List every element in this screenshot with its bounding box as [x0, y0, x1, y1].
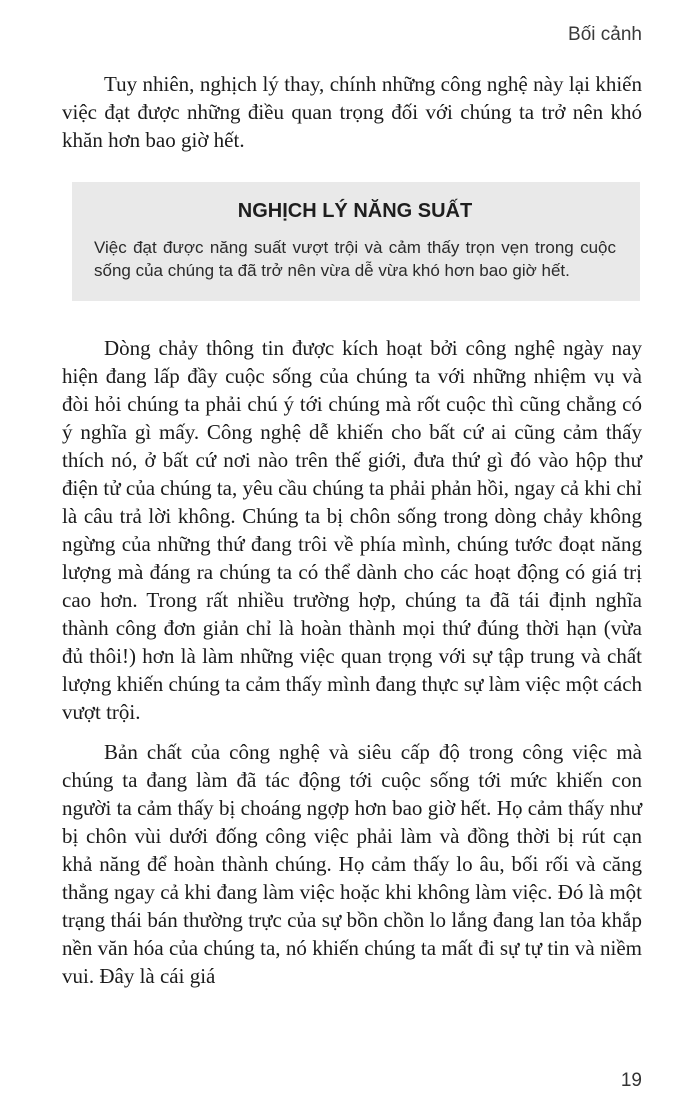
productivity-paradox-callout	[72, 182, 640, 301]
callout-title: NGHỊCH LÝ NĂNG SUẤT	[237, 200, 473, 222]
running-header: Bối cảnh	[568, 24, 642, 45]
callout-body-text: Việc đạt được năng suất vượt trội và cảm thấy trọn vẹn trong cuộc sống của chúng ta đã trở nên vừa dễ vừa khó hơn bao giờ hết.	[94, 238, 616, 280]
page-number: 19	[620, 1070, 642, 1091]
paragraph-information-flow: Dòng chảy thông tin được kích hoạt bởi công nghệ ngày nay hiện đang lấp đầy cuộc sống của chúng ta với những nhiệm vụ và đòi hỏi chúng ta phải chú ý tới chúng mà rốt cuộc thì cũng chẳng có ý nghĩa gì mấy. Công nghệ dễ khiến cho bất cứ ai cũng cảm thấy thích nó, ở bất cứ nơi nào trên thế giới, đưa thứ gì đó vào hộp thư điện tử của chúng ta, yêu cầu chúng ta phải phản hồi, ngay cả khi chỉ là câu trả lời không. Chúng ta bị chôn sống trong dòng chảy không ngừng của những thứ đang trôi về phía mình, chúng tước đoạt năng lượng mà đáng ra chúng ta có thể dành cho các hoạt động có giá trị cao hơn. Trong rất nhiều trường hợp, chúng ta đã tái định nghĩa thành công đơn giản chỉ là hoàn thành mọi thứ đúng thời hạn (vừa đủ thôi!) hơn là làm những việc quan trọng với sự tập trung và chất lượng khiến chúng ta cảm thấy mình đang thực sự làm việc một cách vượt trội.	[62, 336, 643, 724]
paragraph-intro: Tuy nhiên, nghịch lý thay, chính những công nghệ này lại khiến việc đạt được những điều quan trọng đối với chúng ta trở nên khó khăn hơn bao giờ hết.	[62, 72, 642, 152]
paragraph-technology-nature: Bản chất của công nghệ và siêu cấp độ trong công việc mà chúng ta đang làm đã tác động tới cuộc sống tới mức khiến con người ta cảm thấy bị choáng ngợp hơn bao giờ hết. Họ cảm thấy như bị chôn vùi dưới đống công việc phải làm và đồng thời bị rút cạn khả năng để hoàn thành chúng. Họ cảm thấy lo âu, bối rối và căng thẳng ngay cả khi đang làm việc hoặc khi không làm việc. Đó là một trạng thái bán thường trực của sự bồn chồn lo lắng đang lan tỏa khắp nền văn hóa của chúng ta, nó khiến chúng ta mất đi sự tự tin và niềm vui. Đây là cái giá	[62, 740, 642, 988]
